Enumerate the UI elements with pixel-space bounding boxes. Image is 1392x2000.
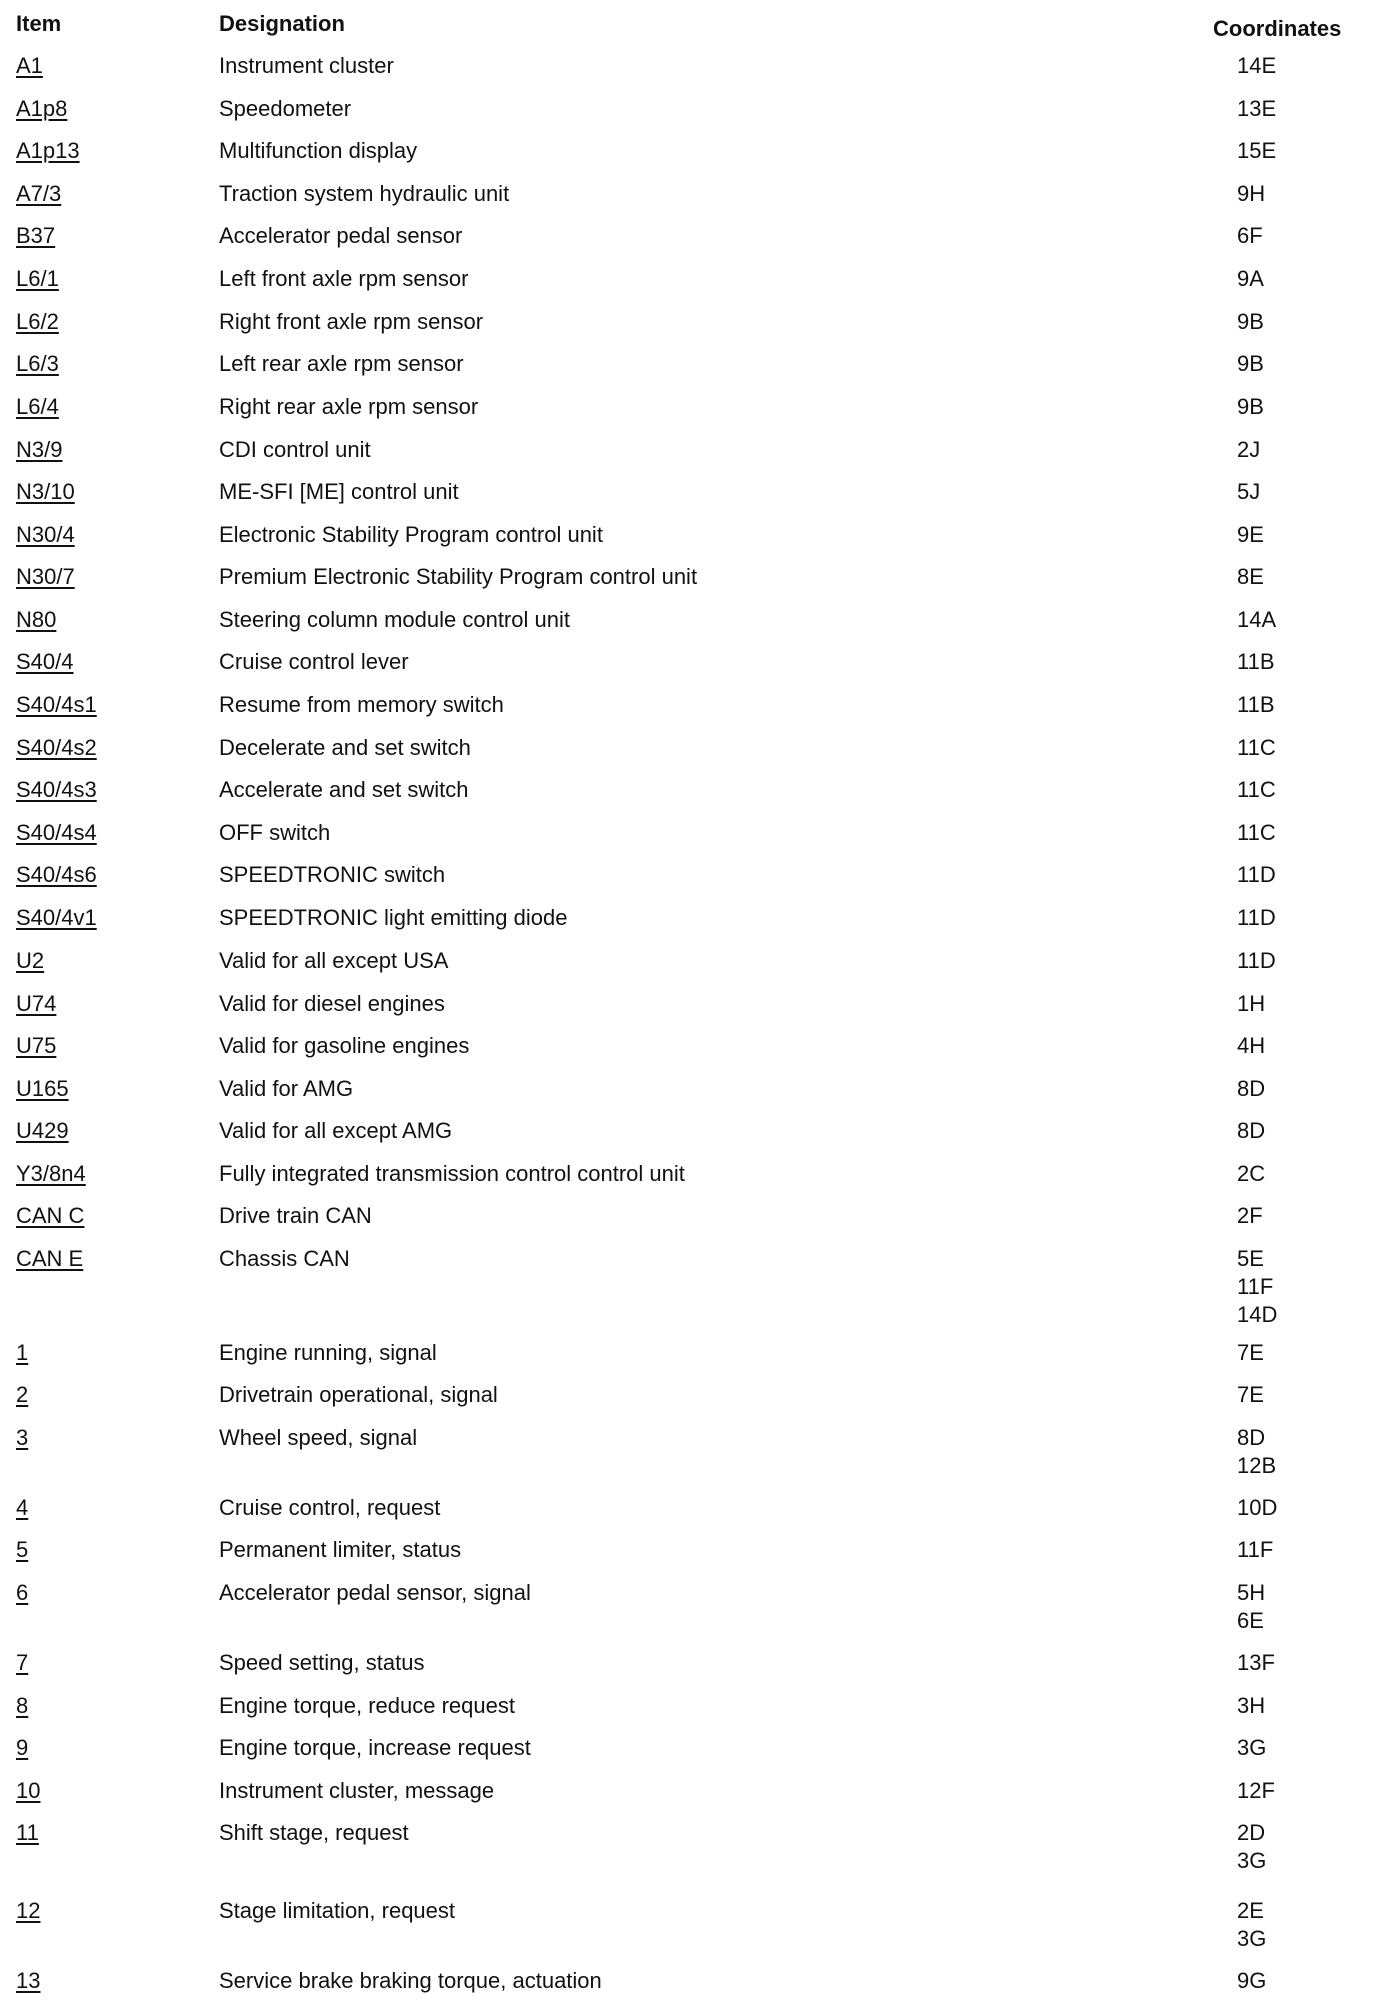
designation-text: Speedometer xyxy=(219,96,352,121)
designation-text: Speed setting, status xyxy=(219,1650,425,1675)
designation-text: Engine torque, reduce request xyxy=(219,1693,515,1718)
coordinate-value: 5H xyxy=(1237,1580,1266,1605)
designation-text: Engine running, signal xyxy=(219,1340,437,1365)
coordinates-cell xyxy=(1237,1202,1263,1230)
designation-text: Fully integrated transmission control control unit xyxy=(219,1161,685,1186)
designation-text: Left rear axle rpm sensor xyxy=(219,351,464,376)
coordinates-cell xyxy=(1237,947,1276,975)
coordinates-cell xyxy=(1237,1649,1275,1677)
item-code-link[interactable]: A1 xyxy=(16,53,43,78)
coordinates-cell xyxy=(1237,350,1264,378)
coordinate-value: 14D xyxy=(1237,1302,1278,1327)
header-designation: Designation xyxy=(219,11,345,36)
item-code-link[interactable]: 13 xyxy=(16,1968,41,1993)
designation-text: Permanent limiter, status xyxy=(219,1537,462,1562)
coordinate-value: 9B xyxy=(1237,351,1264,376)
coordinate-value: 6E xyxy=(1237,1608,1264,1633)
designation-text: Resume from memory switch xyxy=(219,692,504,717)
coordinate-value: 4H xyxy=(1237,1033,1266,1058)
coordinates-cell xyxy=(1237,1424,1276,1480)
coordinate-value: 7E xyxy=(1237,1340,1264,1365)
coordinate-value: 11C xyxy=(1237,735,1276,760)
designation-text: Instrument cluster xyxy=(219,53,394,78)
coordinates-cell xyxy=(1237,521,1264,549)
coordinates-cell xyxy=(1237,648,1275,676)
coordinate-value: 8D xyxy=(1237,1118,1266,1143)
coordinate-value: 9A xyxy=(1237,266,1264,291)
item-code-link[interactable]: A1p13 xyxy=(16,138,80,163)
item-code-link[interactable]: N30/7 xyxy=(16,564,75,589)
coordinate-value: 5E xyxy=(1237,1246,1264,1271)
coordinate-value: 11D xyxy=(1237,905,1276,930)
coordinate-value: 11F xyxy=(1237,1274,1274,1299)
item-code-link[interactable]: L6/2 xyxy=(16,309,59,334)
coordinate-value: 11C xyxy=(1237,820,1276,845)
coordinate-value: 12F xyxy=(1237,1778,1275,1803)
coordinates-cell xyxy=(1237,1967,1266,1995)
item-code-link[interactable]: B37 xyxy=(16,223,56,248)
item-code-link[interactable]: S40/4v1 xyxy=(16,905,97,930)
coordinate-value: 13F xyxy=(1237,1650,1275,1675)
item-code-link[interactable]: S40/4s6 xyxy=(16,862,97,887)
designation-text: Valid for all except USA xyxy=(219,948,449,973)
coordinates-cell xyxy=(1237,1536,1273,1564)
coordinates-cell xyxy=(1237,904,1276,932)
coordinate-value: 9B xyxy=(1237,309,1264,334)
coordinate-value: 9H xyxy=(1237,181,1266,206)
coordinates-cell xyxy=(1237,1160,1265,1188)
coordinate-value: 8D xyxy=(1237,1076,1266,1101)
designation-text: Accelerate and set switch xyxy=(219,777,469,802)
designation-text: Stage limitation, request xyxy=(219,1898,456,1923)
designation-text: Multifunction display xyxy=(219,138,418,163)
coordinate-value: 2F xyxy=(1237,1203,1263,1228)
item-code-link[interactable]: N3/10 xyxy=(16,479,75,504)
item-code-link[interactable]: Y3/8n4 xyxy=(16,1161,86,1186)
coordinate-value: 11B xyxy=(1237,649,1275,674)
item-code-link[interactable]: 8 xyxy=(16,1693,29,1718)
coordinates-cell xyxy=(1237,1777,1275,1805)
coordinate-value: 15E xyxy=(1237,138,1277,163)
coordinate-value: 13E xyxy=(1237,96,1277,121)
coordinates-cell xyxy=(1237,52,1276,80)
coordinates-cell xyxy=(1237,1897,1266,1953)
coordinate-value: 6F xyxy=(1237,223,1263,248)
coordinate-value: 8D xyxy=(1237,1425,1266,1450)
coordinate-value: 14E xyxy=(1237,53,1277,78)
coordinates-cell xyxy=(1237,1032,1265,1060)
item-code-link[interactable]: N30/4 xyxy=(16,522,75,547)
coordinates-cell xyxy=(1237,1494,1277,1522)
coordinates-cell xyxy=(1237,691,1275,719)
designation-text: SPEEDTRONIC switch xyxy=(219,862,446,887)
item-code-link[interactable]: U429 xyxy=(16,1118,69,1143)
header-coordinates: Coordinates xyxy=(1213,16,1342,41)
designation-text: Left front axle rpm sensor xyxy=(219,266,469,291)
coordinate-value: 11B xyxy=(1237,692,1275,717)
coordinate-value: 11D xyxy=(1237,862,1276,887)
coordinate-value: 11D xyxy=(1237,948,1276,973)
item-code-link[interactable]: 7 xyxy=(16,1650,29,1675)
designation-text: Engine torque, increase request xyxy=(219,1735,531,1760)
item-code-link[interactable]: N80 xyxy=(16,607,57,632)
designation-text: Service brake braking torque, actuation xyxy=(219,1968,602,1993)
designation-text: Traction system hydraulic unit xyxy=(219,181,510,206)
coordinate-value: 2J xyxy=(1237,437,1261,462)
item-code-link[interactable]: A1p8 xyxy=(16,96,68,121)
designation-text: Instrument cluster, message xyxy=(219,1778,495,1803)
item-code-link[interactable]: 5 xyxy=(16,1537,29,1562)
designation-text: ME-SFI [ME] control unit xyxy=(219,479,459,504)
coordinates-cell xyxy=(1237,265,1264,293)
item-code-link[interactable]: A7/3 xyxy=(16,181,62,206)
designation-text: Valid for all except AMG xyxy=(219,1118,453,1143)
item-code-link[interactable]: CAN C xyxy=(16,1203,85,1228)
item-code-link[interactable]: S40/4s2 xyxy=(16,735,97,760)
coordinates-cell xyxy=(1237,1819,1266,1875)
designation-text: Valid for AMG xyxy=(219,1076,354,1101)
coordinate-value: 9B xyxy=(1237,394,1264,419)
item-code-link[interactable]: U2 xyxy=(16,948,45,973)
item-code-link[interactable]: U74 xyxy=(16,991,57,1016)
coordinate-value: 3G xyxy=(1237,1926,1267,1951)
coordinate-value: 3G xyxy=(1237,1735,1267,1760)
item-code-link[interactable]: 10 xyxy=(16,1778,41,1803)
coordinate-value: 11F xyxy=(1237,1537,1274,1562)
coordinate-value: 1H xyxy=(1237,991,1266,1016)
coordinates-cell xyxy=(1237,861,1276,889)
item-code-link[interactable]: L6/4 xyxy=(16,394,59,419)
coordinate-value: 2C xyxy=(1237,1161,1266,1186)
designation-text: Steering column module control unit xyxy=(219,607,570,632)
header-item: Item xyxy=(16,11,62,36)
designation-text: Valid for diesel engines xyxy=(219,991,445,1016)
coordinates-cell xyxy=(1237,393,1264,421)
coordinates-cell xyxy=(1237,95,1276,123)
coordinates-cell xyxy=(1237,180,1265,208)
coordinate-value: 9G xyxy=(1237,1968,1267,1993)
coordinates-cell xyxy=(1237,734,1276,762)
designation-text: Cruise control, request xyxy=(219,1495,441,1520)
designation-text: Electronic Stability Program control unit xyxy=(219,522,603,547)
item-code-link[interactable]: CAN E xyxy=(16,1246,84,1271)
coordinates-cell xyxy=(1237,436,1260,464)
designation-text: Drive train CAN xyxy=(219,1203,372,1228)
coordinates-cell xyxy=(1237,222,1263,250)
designation-text: SPEEDTRONIC light emitting diode xyxy=(219,905,568,930)
coordinates-cell xyxy=(1237,776,1276,804)
coordinates-cell xyxy=(1237,563,1264,591)
designation-text: Right front axle rpm sensor xyxy=(219,309,484,334)
coordinate-value: 3H xyxy=(1237,1693,1266,1718)
coordinates-cell xyxy=(1237,606,1276,634)
item-code-link[interactable]: S40/4s3 xyxy=(16,777,97,802)
coordinates-cell xyxy=(1237,478,1260,506)
designation-text: Decelerate and set switch xyxy=(219,735,471,760)
coordinate-value: 14A xyxy=(1237,607,1277,632)
designation-text: Right rear axle rpm sensor xyxy=(219,394,479,419)
item-code-link[interactable]: U165 xyxy=(16,1076,69,1101)
item-code-link[interactable]: 3 xyxy=(16,1425,29,1450)
item-code-link[interactable]: L6/1 xyxy=(16,266,59,291)
coordinate-value: 2E xyxy=(1237,1898,1264,1923)
coordinates-cell xyxy=(1237,1579,1265,1635)
item-code-link[interactable]: S40/4s4 xyxy=(16,820,97,845)
coordinate-value: 9E xyxy=(1237,522,1264,547)
coordinate-value: 10D xyxy=(1237,1495,1278,1520)
coordinates-cell xyxy=(1237,1339,1264,1367)
designation-text: Accelerator pedal sensor, signal xyxy=(219,1580,531,1605)
item-code-link[interactable]: 9 xyxy=(16,1735,29,1760)
designation-text: Cruise control lever xyxy=(219,649,409,674)
coordinate-value: 3G xyxy=(1237,1848,1267,1873)
item-code-link[interactable]: 2 xyxy=(16,1382,29,1407)
designation-text: CDI control unit xyxy=(219,437,371,462)
designation-text: Shift stage, request xyxy=(219,1820,409,1845)
item-code-link[interactable]: S40/4 xyxy=(16,649,74,674)
item-code-link[interactable]: S40/4s1 xyxy=(16,692,97,717)
coordinates-cell xyxy=(1237,1381,1264,1409)
coordinates-cell xyxy=(1237,1245,1277,1329)
designation-text: Premium Electronic Stability Program control unit xyxy=(219,564,698,589)
coordinate-value: 7E xyxy=(1237,1382,1264,1407)
designation-text: Accelerator pedal sensor xyxy=(219,223,463,248)
designation-text: Wheel speed, signal xyxy=(219,1425,418,1450)
designation-text: OFF switch xyxy=(219,820,331,845)
coordinates-cell xyxy=(1237,137,1276,165)
coordinates-cell xyxy=(1237,819,1276,847)
item-code-link[interactable]: U75 xyxy=(16,1033,57,1058)
coordinate-value: 2D xyxy=(1237,1820,1266,1845)
coordinate-value: 8E xyxy=(1237,564,1264,589)
coordinates-cell xyxy=(1237,1075,1265,1103)
coordinates-cell xyxy=(1237,1692,1265,1720)
item-code-link[interactable]: L6/3 xyxy=(16,351,59,376)
coordinates-cell xyxy=(1237,308,1264,336)
item-code-link[interactable]: 12 xyxy=(16,1898,41,1923)
item-code-link[interactable]: 4 xyxy=(16,1495,29,1520)
coordinate-value: 11C xyxy=(1237,777,1276,802)
coordinates-cell xyxy=(1237,1117,1265,1145)
coordinates-cell xyxy=(1237,1734,1266,1762)
item-code-link[interactable]: 11 xyxy=(16,1820,39,1845)
designation-text: Chassis CAN xyxy=(219,1246,350,1271)
coordinate-value: 5J xyxy=(1237,479,1261,504)
designation-text: Drivetrain operational, signal xyxy=(219,1382,498,1407)
item-code-link[interactable]: N3/9 xyxy=(16,437,63,462)
item-code-link[interactable]: 6 xyxy=(16,1580,29,1605)
coordinate-value: 12B xyxy=(1237,1453,1277,1478)
designation-text: Valid for gasoline engines xyxy=(219,1033,470,1058)
item-code-link[interactable]: 1 xyxy=(16,1340,29,1365)
coordinates-cell xyxy=(1237,990,1265,1018)
